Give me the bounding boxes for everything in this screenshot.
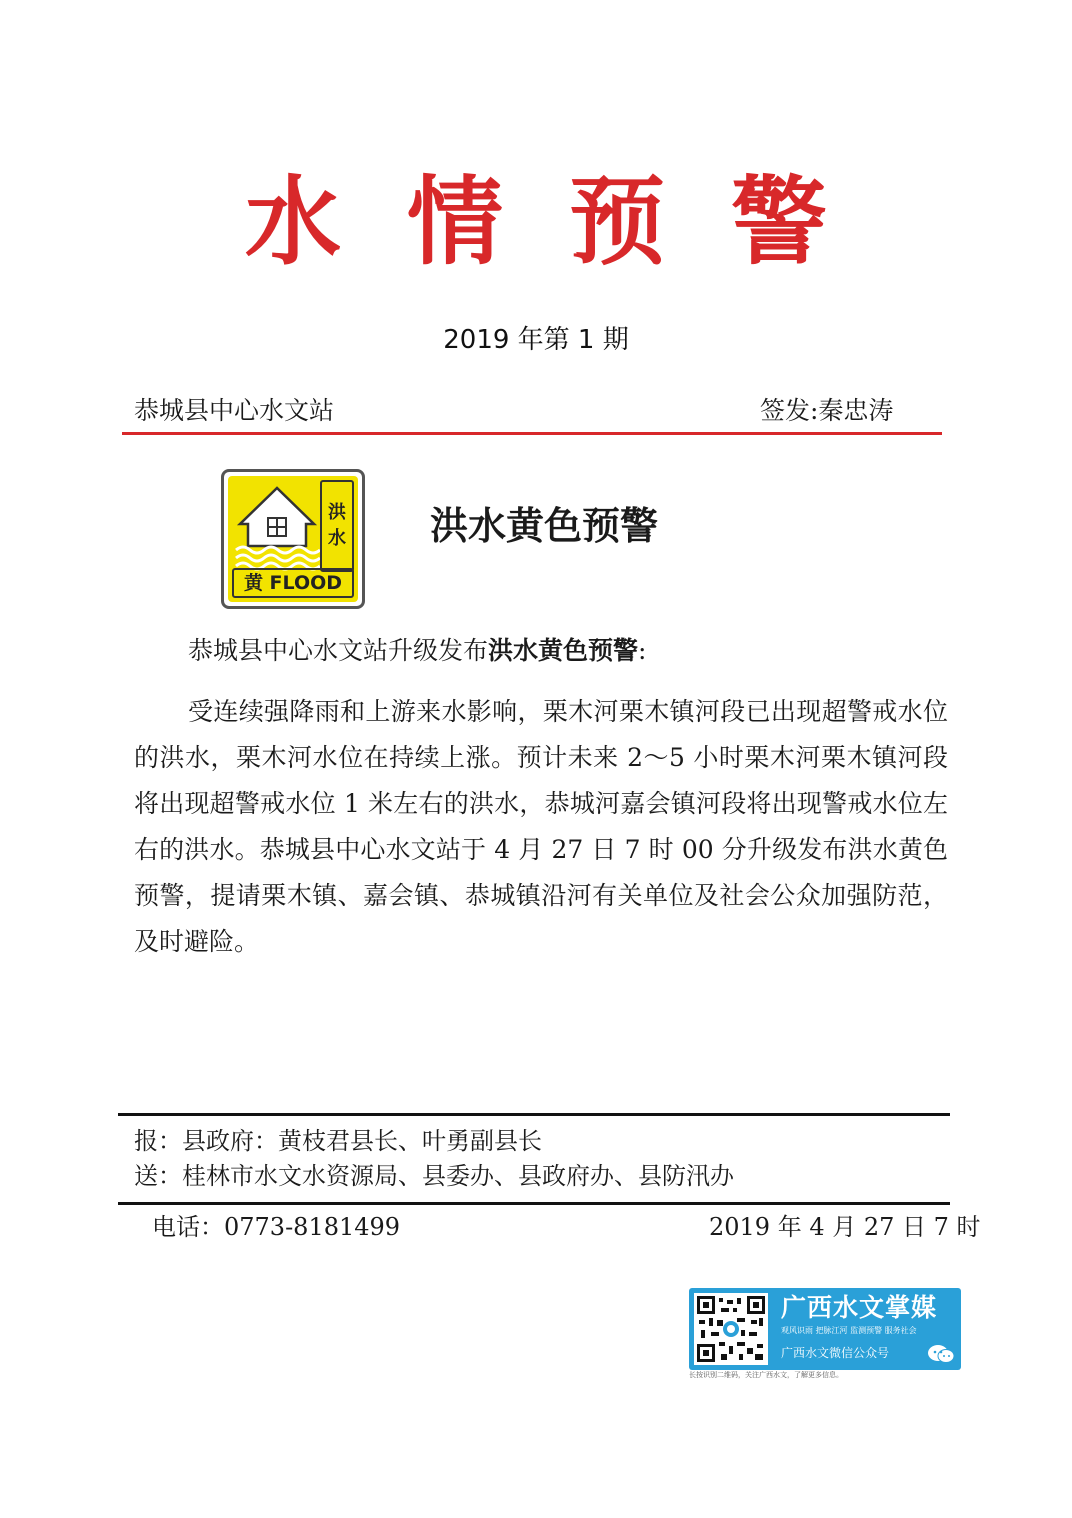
promo-account-name: 广西水文掌媒 xyxy=(781,1293,938,1322)
issue-date: 2019 年 4 月 27 日 7 时 xyxy=(709,1213,981,1241)
badge-side-label xyxy=(320,480,354,572)
qr-code-graphic xyxy=(697,1296,765,1362)
promo-account-label: 广西水文微信公众号 xyxy=(781,1346,890,1360)
flooded-house-icon xyxy=(232,480,322,572)
badge-side-line2: 水 xyxy=(328,528,346,549)
issue-number: 2019 年第 1 期 xyxy=(443,325,629,355)
send-to: 送：桂林市水文水资源局、县委办、县政府办、县防汛办 xyxy=(134,1162,734,1190)
report-to: 报：县政府：黄枝君县长、叶勇副县长 xyxy=(134,1127,542,1155)
alert-body: 受连续强降雨和上游来水影响，栗木河栗木镇河段已出现超警戒水位的洪水，栗木河水位在持续上涨。预计未来 2～5 小时栗木河栗木镇河段将出现超警戒水位 1 米左右的洪水，恭城河嘉会镇河段将出现警戒水位左右的洪水。恭城县中心水文站于 4 月 27 日 7 时 00 分升级发布洪水黄色预警，提请栗木镇、嘉会镇、恭城镇沿河有关单位及社会公众加强防范，及时避险。 xyxy=(134,697,948,956)
phone-number: 电话：0773-8181499 xyxy=(152,1213,401,1241)
wechat-icon xyxy=(927,1344,955,1364)
announcement xyxy=(188,632,646,670)
issuing-station: 恭城县中心水文站 xyxy=(134,396,335,425)
promo-slogan: 观风识雨 把脉江河 监测预警 服务社会 xyxy=(781,1326,917,1335)
wechat-promo-banner xyxy=(689,1288,961,1370)
announce-prefix: 恭城县中心水文站升级发布 xyxy=(188,636,489,665)
announce-suffix: : xyxy=(638,636,647,665)
badge-bottom-label: 黄 FLOOD xyxy=(232,568,354,598)
signer: 签发:秦忠涛 xyxy=(760,396,894,425)
red-divider xyxy=(122,432,942,435)
footer-divider-bottom xyxy=(118,1202,950,1205)
page-title: 水情预警 xyxy=(245,166,893,278)
promo-caption: 长按识别二维码，关注广西水文，了解更多信息。 xyxy=(689,1371,843,1379)
alert-heading: 洪水黄色预警 xyxy=(430,504,659,548)
badge-side-line1: 洪 xyxy=(328,502,346,523)
flood-warning-badge xyxy=(221,469,365,609)
qr-code xyxy=(694,1293,768,1365)
footer-divider-top xyxy=(118,1113,950,1116)
announce-bold: 洪水黄色预警 xyxy=(488,636,639,665)
